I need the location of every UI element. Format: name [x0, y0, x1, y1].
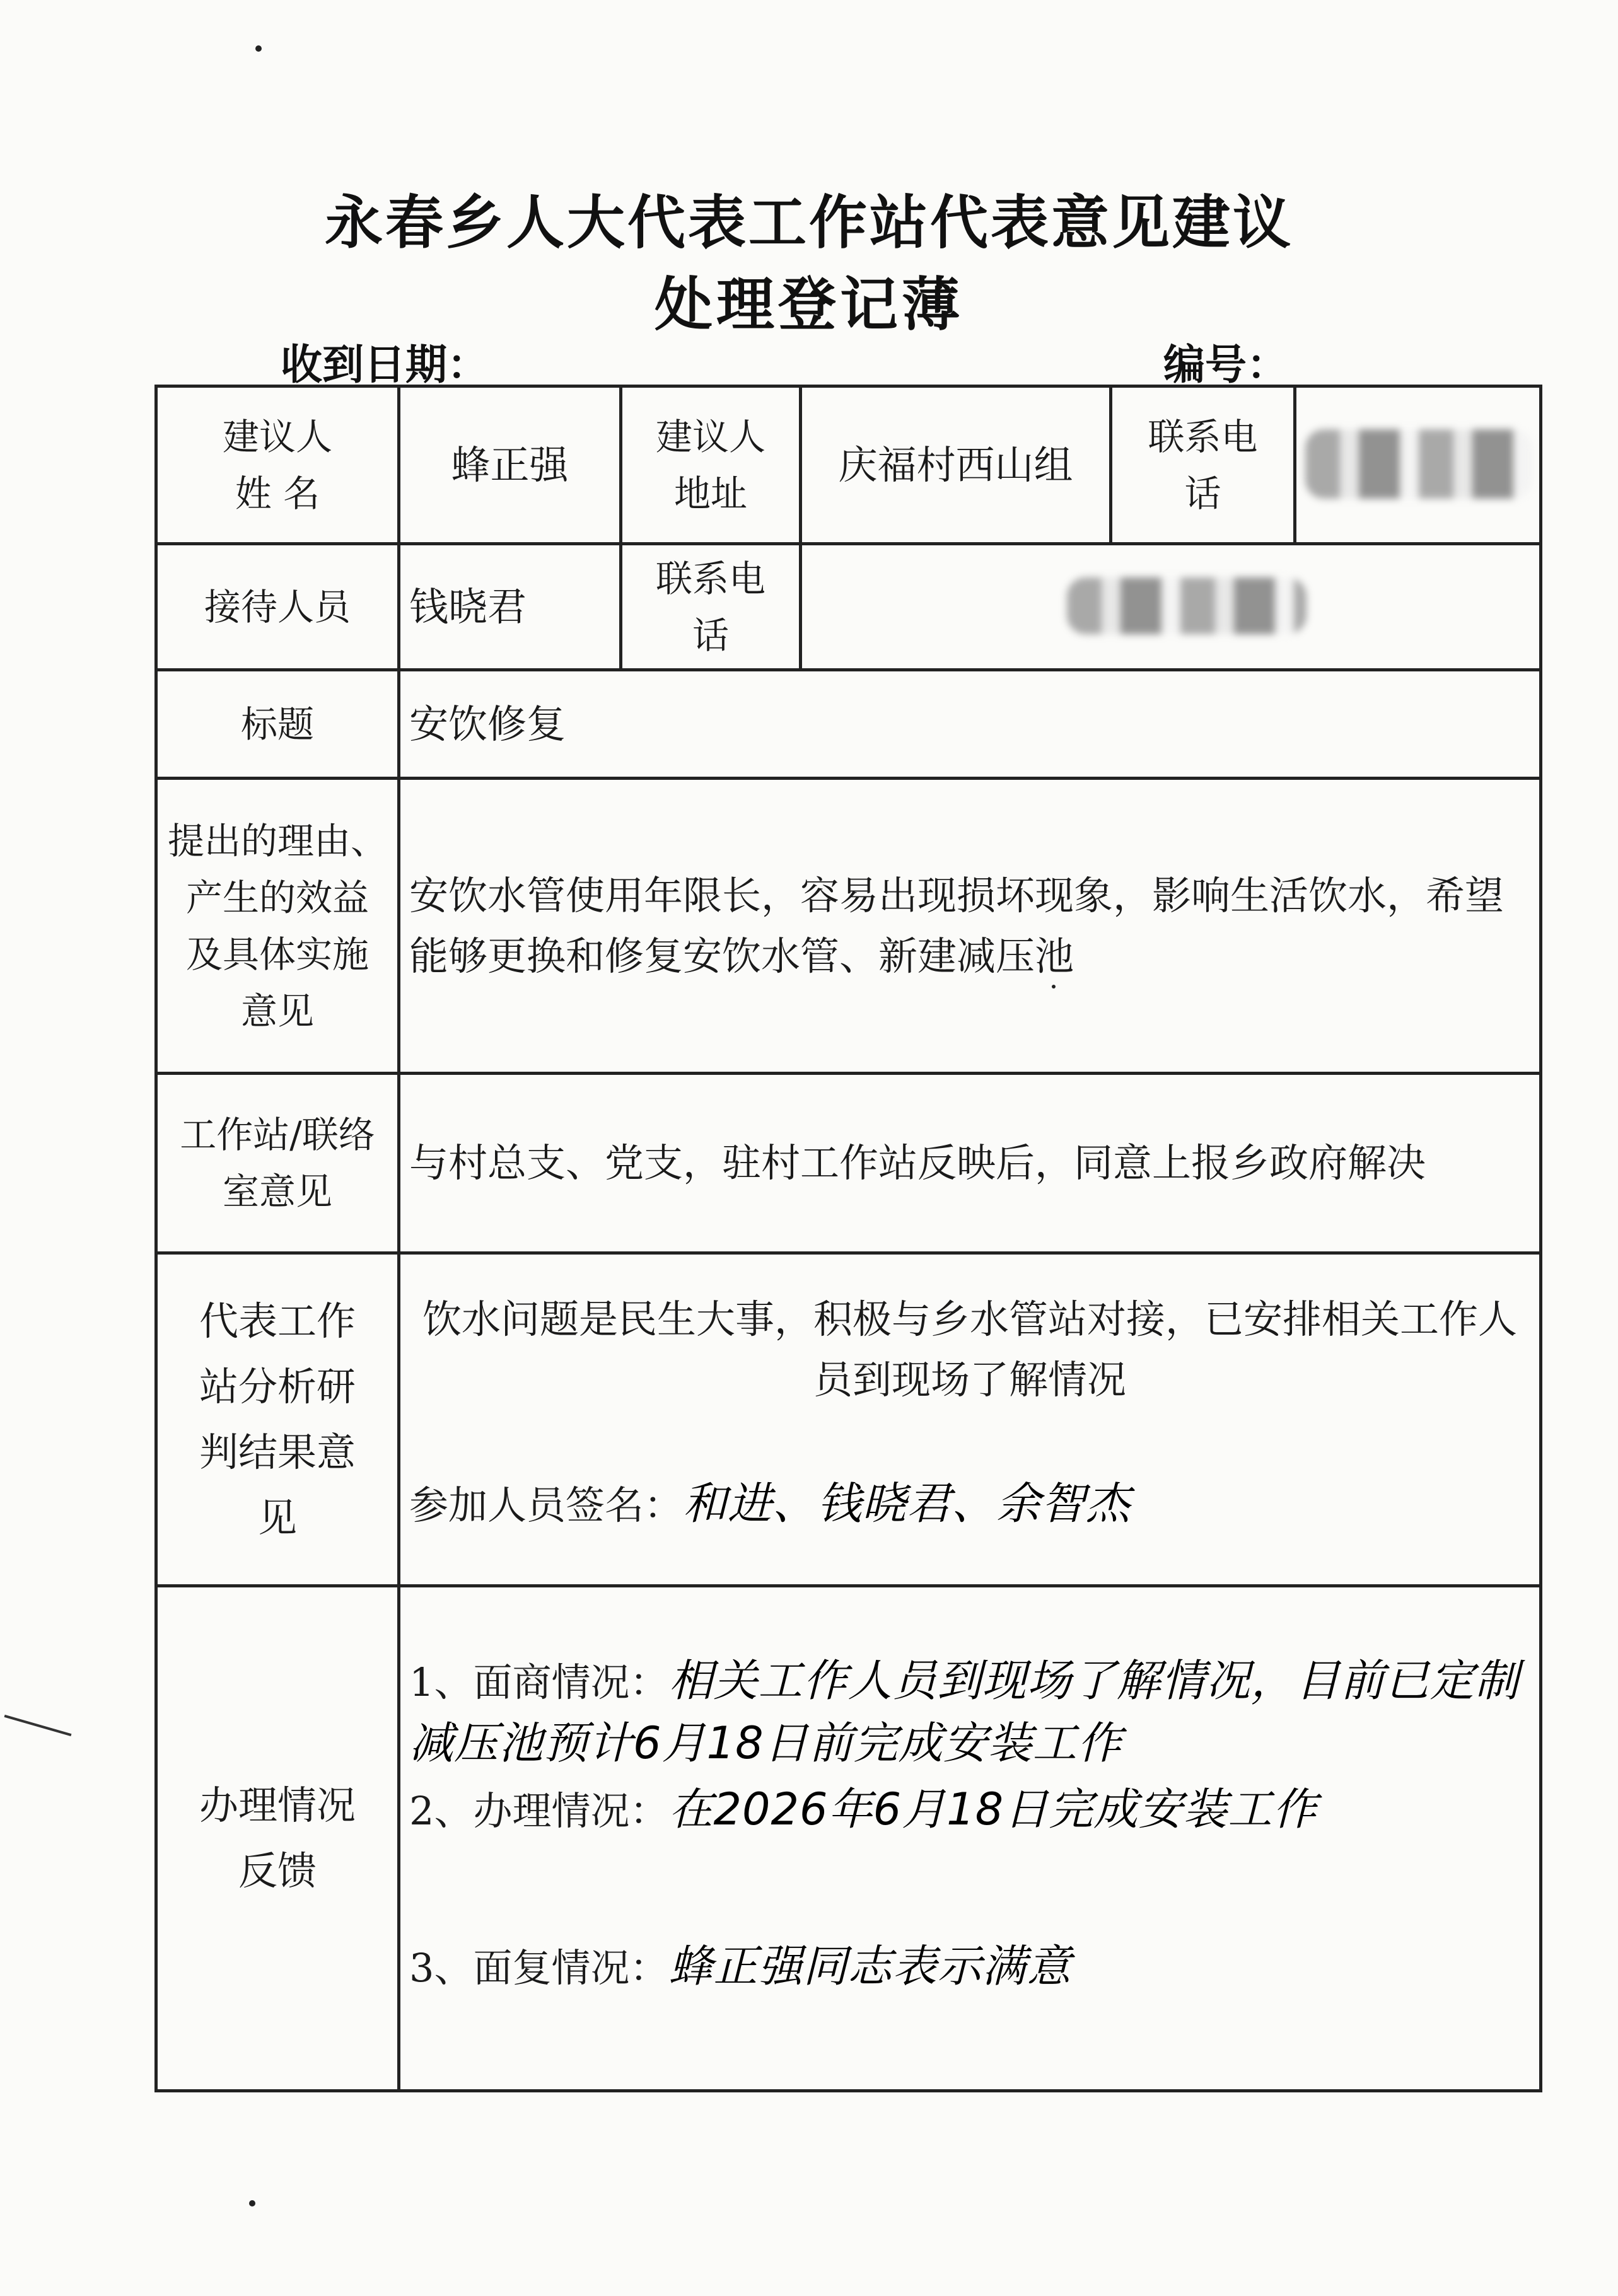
receptionist-phone-redacted [801, 544, 1541, 670]
received-date-label: 收到日期： [281, 340, 489, 389]
handling-status-label: 2、办理情况： [409, 1788, 669, 1834]
handling-status-line [409, 1779, 1530, 1841]
subject-label: 标题 [156, 670, 399, 779]
suggester-phone-redacted [1295, 386, 1541, 544]
receptionist-name: 钱晓君 [399, 544, 621, 670]
consult-handwriting: 相关工作人员到现场了解情况，目前已定制减压池预计6月18日前完成安装工作 [409, 1655, 1520, 1769]
analysis-text: 饮水问题是民生大事，积极与乡水管站对接，已安排相关工作人员到现场了解情况 [422, 1296, 1517, 1403]
document-title: 永春乡人大代表工作站代表意见建议 [324, 189, 1293, 257]
analysis-label: 代表工作 站分析研 判结果意 见 [156, 1253, 399, 1586]
reply-label: 3、面复情况： [409, 1945, 669, 1991]
suggester-name-label: 建议人 姓 名 [156, 386, 399, 544]
registration-form [154, 385, 1542, 2092]
handling-status-handwriting: 在2026年6月18日完成安装工作 [668, 1783, 1318, 1835]
suggester-address-label: 建议人 地址 [621, 386, 801, 544]
consult-label: 1、面商情况： [409, 1659, 669, 1705]
participants-label: 参加人员签名： [409, 1482, 684, 1528]
redaction-blur [1305, 429, 1532, 499]
suggester-phone-label: 联系电 话 [1111, 386, 1295, 544]
reasons-label: 提出的理由、 产生的效益 及具体实施 意见 [156, 779, 399, 1074]
receptionist-phone-label: 联系电 话 [621, 544, 801, 670]
participants-line [409, 1473, 1530, 1536]
scan-speck [1052, 985, 1056, 989]
scan-mark [4, 1715, 72, 1736]
subject-value: 安饮修复 [399, 670, 1541, 779]
handling-label: 办理情况 反馈 [156, 1586, 399, 2091]
participants-signatures: 和进、钱晓君、余智杰 [683, 1478, 1131, 1529]
suggester-name: 蜂正强 [399, 386, 621, 544]
station-opinion-text: 与村总支、党支，驻村工作站反映后，同意上报乡政府解决 [399, 1074, 1541, 1253]
reply-handwriting: 蜂正强同志表示满意 [668, 1940, 1072, 1992]
handling-cell [399, 1586, 1541, 2091]
receptionist-label: 接待人员 [156, 544, 399, 670]
station-opinion-label: 工作站/联络 室意见 [156, 1074, 399, 1253]
suggester-address: 庆福村西山组 [801, 386, 1111, 544]
number-label: 编号： [1163, 340, 1288, 389]
redaction-blur [1067, 577, 1307, 634]
scan-speck [249, 2200, 255, 2206]
consult-line [409, 1650, 1530, 1775]
scan-speck [255, 45, 262, 52]
document-subtitle: 处理登记薄 [654, 271, 963, 339]
reasons-text: 安饮水管使用年限长，容易出现损坏现象，影响生活饮水，希望能够更换和修复安饮水管、新建减压池 [399, 779, 1541, 1074]
reply-line [409, 1936, 1530, 1998]
analysis-cell [399, 1253, 1541, 1586]
